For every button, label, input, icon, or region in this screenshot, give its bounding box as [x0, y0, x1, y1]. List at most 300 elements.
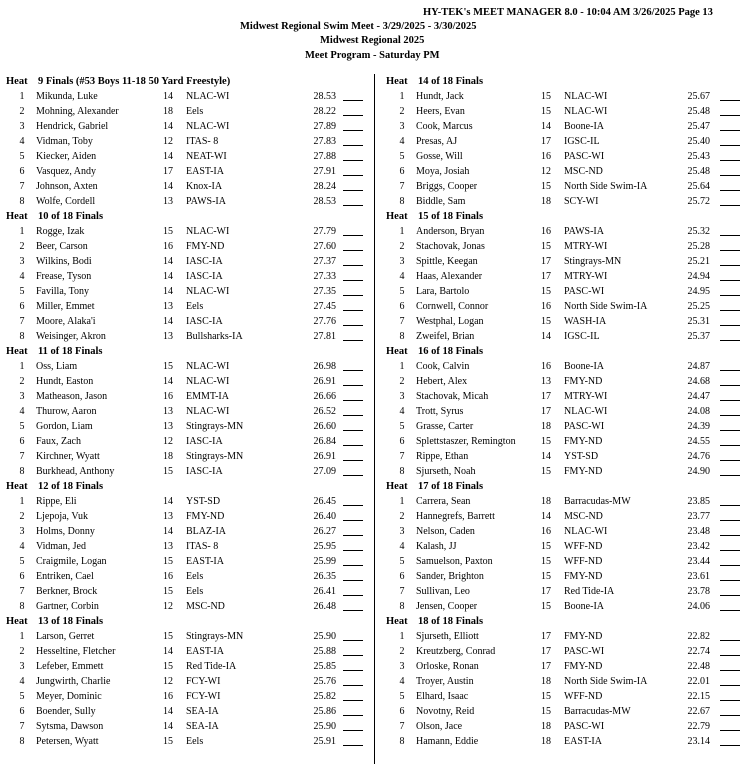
swimmer-name: Boender, Sully	[36, 706, 96, 717]
team-code: MSC-ND	[564, 511, 603, 522]
entry-row	[6, 389, 376, 404]
entry-row	[386, 449, 755, 464]
heat-name: 11 of 18 Finals	[38, 346, 103, 357]
entry-row	[386, 119, 755, 134]
entry-row	[6, 539, 376, 554]
team-code: Red Tide-IA	[564, 586, 615, 597]
swimmer-name: Elhard, Isaac	[416, 691, 469, 702]
entry-row	[6, 104, 376, 119]
lane-number: 7	[399, 316, 405, 327]
swimmer-age: 18	[163, 451, 173, 462]
swimmer-age: 13	[163, 421, 173, 432]
seed-time: 25.48	[687, 166, 710, 177]
lane-number: 1	[19, 631, 25, 642]
swimmer-age: 15	[163, 361, 173, 372]
result-blank-line	[343, 580, 363, 581]
lane-number: 3	[399, 256, 405, 267]
seed-time: 26.52	[313, 406, 336, 417]
result-blank-line	[720, 340, 740, 341]
swimmer-name: Sjurseth, Noah	[416, 466, 476, 477]
entry-row	[6, 584, 376, 599]
swimmer-name: Matheason, Jason	[36, 391, 108, 402]
result-blank-line	[343, 565, 363, 566]
swimmer-age: 17	[541, 661, 551, 672]
result-blank-line	[720, 730, 740, 731]
entry-row	[6, 329, 376, 344]
swimmer-age: 14	[163, 646, 173, 657]
meet-title: Midwest Regional Swim Meet - 3/29/2025 - 3/30/2025	[240, 21, 477, 32]
result-blank-line	[343, 670, 363, 671]
entry-row	[386, 464, 755, 479]
seed-time: 24.39	[687, 421, 710, 432]
team-code: YST-SD	[564, 451, 599, 462]
swimmer-age: 15	[163, 586, 173, 597]
seed-time: 28.22	[313, 106, 336, 117]
swimmer-age: 14	[163, 376, 173, 387]
result-blank-line	[720, 745, 740, 746]
swimmer-age: 14	[163, 526, 173, 537]
entry-row	[386, 734, 755, 749]
team-code: Barracudas-MW	[564, 706, 631, 717]
heat-name: 9 Finals (#53 Boys 11-18 50 Yard Freestyle)	[38, 76, 231, 87]
swimmer-name: Olson, Jace	[416, 721, 463, 732]
result-blank-line	[720, 445, 740, 446]
swimmer-age: 13	[541, 376, 551, 387]
team-code: WASH-IA	[564, 316, 607, 327]
team-code: PAWS-IA	[186, 196, 226, 207]
entry-row	[386, 149, 755, 164]
lane-number: 4	[399, 406, 405, 417]
entry-row	[386, 419, 755, 434]
entry-row	[386, 509, 755, 524]
team-code: ITAS- 8	[186, 541, 219, 552]
heat-title	[386, 344, 755, 359]
swimmer-name: Moore, Alaka'i	[36, 316, 96, 327]
seed-time: 25.99	[313, 556, 336, 567]
meet-subtitle: Midwest Regional 2025	[320, 35, 425, 46]
result-blank-line	[720, 400, 740, 401]
swimmer-name: Ljepoja, Vuk	[36, 511, 88, 522]
team-code: MTRY-WI	[564, 271, 608, 282]
entry-row	[6, 119, 376, 134]
result-blank-line	[343, 385, 363, 386]
seed-time: 25.31	[687, 316, 710, 327]
team-code: Stingrays-MN	[186, 631, 244, 642]
entry-row	[386, 374, 755, 389]
entry-row	[386, 719, 755, 734]
team-code: WFF-ND	[564, 556, 603, 567]
seed-time: 25.40	[687, 136, 710, 147]
swimmer-age: 16	[163, 571, 173, 582]
lane-number: 7	[399, 721, 405, 732]
swimmer-age: 18	[541, 736, 551, 747]
seed-time: 24.55	[687, 436, 710, 447]
entry-row	[6, 569, 376, 584]
result-blank-line	[720, 415, 740, 416]
result-blank-line	[720, 385, 740, 386]
team-code: NLAC-WI	[564, 91, 608, 102]
swimmer-name: Hundt, Jack	[416, 91, 464, 102]
lane-number: 1	[19, 226, 25, 237]
lane-number: 2	[19, 241, 25, 252]
heat-label: Heat	[386, 346, 408, 357]
swimmer-age: 14	[163, 256, 173, 267]
swimmer-age: 18	[163, 106, 173, 117]
swimmer-age: 16	[541, 526, 551, 537]
swimmer-name: Briggs, Cooper	[416, 181, 478, 192]
swimmer-age: 15	[541, 436, 551, 447]
seed-time: 22.67	[687, 706, 710, 717]
lane-number: 6	[399, 166, 405, 177]
seed-time: 27.45	[313, 301, 336, 312]
swimmer-age: 13	[163, 406, 173, 417]
swimmer-age: 12	[163, 436, 173, 447]
lane-number: 4	[399, 271, 405, 282]
swimmer-age: 16	[541, 361, 551, 372]
seed-time: 23.44	[687, 556, 710, 567]
team-code: IASC-IA	[186, 316, 223, 327]
swimmer-age: 18	[541, 496, 551, 507]
result-blank-line	[343, 700, 363, 701]
result-blank-line	[720, 295, 740, 296]
seed-time: 26.91	[313, 376, 336, 387]
team-code: SEA-IA	[186, 721, 219, 732]
heat-name: 10 of 18 Finals	[38, 211, 104, 222]
team-code: EAST-IA	[186, 556, 224, 567]
swimmer-name: Kalash, JJ	[416, 541, 457, 552]
team-code: North Side Swim-IA	[564, 181, 648, 192]
seed-time: 24.90	[687, 466, 710, 477]
result-blank-line	[343, 100, 363, 101]
entry-row	[386, 314, 755, 329]
result-blank-line	[343, 325, 363, 326]
swimmer-name: Trott, Syrus	[416, 406, 464, 417]
team-code: NLAC-WI	[186, 121, 230, 132]
swimmer-name: Gosse, Will	[416, 151, 463, 162]
result-blank-line	[720, 640, 740, 641]
swimmer-age: 14	[541, 121, 551, 132]
entry-row	[386, 704, 755, 719]
entry-row	[6, 314, 376, 329]
seed-time: 24.08	[687, 406, 710, 417]
heat-label: Heat	[386, 211, 408, 222]
lane-number: 2	[19, 376, 25, 387]
swimmer-age: 13	[163, 511, 173, 522]
lane-number: 1	[19, 91, 25, 102]
lane-number: 3	[19, 256, 25, 267]
lane-number: 2	[19, 106, 25, 117]
heat-block	[6, 479, 376, 614]
entry-row	[6, 419, 376, 434]
result-blank-line	[720, 505, 740, 506]
seed-time: 26.60	[313, 421, 336, 432]
heat-title	[6, 344, 376, 359]
result-blank-line	[720, 715, 740, 716]
swimmer-age: 14	[163, 316, 173, 327]
lane-number: 7	[19, 586, 25, 597]
heat-name: 13 of 18 Finals	[38, 616, 104, 627]
entry-row	[6, 524, 376, 539]
swimmer-age: 17	[541, 256, 551, 267]
entry-row	[6, 149, 376, 164]
heat-block	[6, 344, 376, 479]
seed-time: 26.40	[313, 511, 336, 522]
swimmer-age: 14	[163, 271, 173, 282]
team-code: PASC-WI	[564, 721, 605, 732]
lane-number: 3	[399, 526, 405, 537]
swimmer-age: 15	[541, 541, 551, 552]
swimmer-name: Faux, Zach	[36, 436, 81, 447]
entry-row	[6, 194, 376, 209]
seed-time: 25.90	[313, 631, 336, 642]
lane-number: 7	[399, 586, 405, 597]
entry-row	[386, 524, 755, 539]
swimmer-name: Weisinger, Akron	[36, 331, 106, 342]
lane-number: 8	[19, 736, 25, 747]
entry-row	[6, 629, 376, 644]
lane-number: 4	[399, 676, 405, 687]
heat-block	[386, 614, 755, 749]
swimmer-name: Carrera, Sean	[416, 496, 471, 507]
team-code: IGSC-IL	[564, 136, 600, 147]
heat-label: Heat	[386, 76, 408, 87]
swimmer-name: Oss, Liam	[36, 361, 78, 372]
swimmer-name: Mohning, Alexander	[36, 106, 119, 117]
swimmer-age: 15	[541, 556, 551, 567]
lane-number: 3	[19, 526, 25, 537]
column-divider	[374, 74, 375, 764]
lane-number: 8	[19, 601, 25, 612]
lane-number: 2	[19, 646, 25, 657]
result-blank-line	[720, 565, 740, 566]
team-code: Boone-IA	[564, 361, 604, 372]
result-blank-line	[720, 115, 740, 116]
swimmer-name: Stachovak, Micah	[416, 391, 489, 402]
seed-time: 25.43	[687, 151, 710, 162]
lane-number: 4	[399, 541, 405, 552]
team-code: MTRY-WI	[564, 241, 608, 252]
seed-time: 24.68	[687, 376, 710, 387]
result-blank-line	[343, 265, 363, 266]
team-code: IASC-IA	[186, 256, 223, 267]
swimmer-name: Cook, Calvin	[416, 361, 470, 372]
lane-number: 7	[399, 181, 405, 192]
result-blank-line	[720, 430, 740, 431]
result-blank-line	[720, 130, 740, 131]
result-blank-line	[343, 190, 363, 191]
swimmer-name: Samuelson, Paxton	[416, 556, 493, 567]
swimmer-age: 14	[163, 706, 173, 717]
seed-time: 26.84	[313, 436, 336, 447]
heat-block	[386, 479, 755, 614]
swimmer-age: 18	[541, 196, 551, 207]
heat-block	[386, 209, 755, 344]
result-blank-line	[343, 370, 363, 371]
swimmer-age: 17	[541, 646, 551, 657]
lane-number: 5	[399, 691, 405, 702]
swimmer-age: 17	[541, 271, 551, 282]
lane-number: 6	[19, 301, 25, 312]
team-code: EAST-IA	[186, 646, 224, 657]
swimmer-name: Gartner, Corbin	[36, 601, 99, 612]
swimmer-age: 15	[541, 181, 551, 192]
swimmer-name: Gordon, Liam	[36, 421, 93, 432]
swimmer-age: 16	[541, 226, 551, 237]
swimmer-age: 15	[541, 286, 551, 297]
entry-row	[386, 164, 755, 179]
seed-time: 27.09	[313, 466, 336, 477]
swimmer-age: 13	[163, 301, 173, 312]
entry-row	[386, 89, 755, 104]
lane-number: 6	[399, 706, 405, 717]
team-code: SCY-WI	[564, 196, 599, 207]
team-code: Stingrays-MN	[186, 421, 244, 432]
seed-time: 26.66	[313, 391, 336, 402]
result-blank-line	[343, 205, 363, 206]
swimmer-name: Larson, Gerret	[36, 631, 95, 642]
swimmer-age: 13	[163, 196, 173, 207]
lane-number: 7	[399, 451, 405, 462]
result-blank-line	[720, 280, 740, 281]
swimmer-age: 14	[163, 181, 173, 192]
software-header-line: HY-TEK's MEET MANAGER 8.0 - 10:04 AM 3/26/2025 Page 13	[423, 7, 713, 18]
result-blank-line	[343, 655, 363, 656]
team-code: Eels	[186, 106, 204, 117]
team-code: SEA-IA	[186, 706, 219, 717]
team-code: PASC-WI	[564, 421, 605, 432]
seed-time: 23.42	[687, 541, 710, 552]
seed-time: 27.76	[313, 316, 336, 327]
entry-row	[386, 569, 755, 584]
lane-number: 5	[19, 556, 25, 567]
seed-time: 22.48	[687, 661, 710, 672]
swimmer-age: 14	[541, 331, 551, 342]
swimmer-name: Wolfe, Cordell	[36, 196, 96, 207]
swimmer-age: 14	[163, 721, 173, 732]
swimmer-age: 15	[541, 91, 551, 102]
result-blank-line	[720, 325, 740, 326]
result-blank-line	[343, 595, 363, 596]
result-blank-line	[343, 280, 363, 281]
result-blank-line	[343, 400, 363, 401]
lane-number: 3	[399, 661, 405, 672]
entry-row	[386, 629, 755, 644]
entry-row	[6, 359, 376, 374]
entry-row	[6, 674, 376, 689]
team-code: Stingrays-MN	[564, 256, 622, 267]
seed-time: 27.83	[313, 136, 336, 147]
team-code: BLAZ-IA	[186, 526, 226, 537]
heat-title	[386, 209, 755, 224]
swimmer-age: 14	[163, 91, 173, 102]
swimmer-name: Rippe, Ethan	[416, 451, 469, 462]
swimmer-age: 15	[163, 556, 173, 567]
heat-name: 16 of 18 Finals	[418, 346, 484, 357]
entry-row	[6, 464, 376, 479]
entry-row	[6, 239, 376, 254]
team-code: IASC-IA	[186, 271, 223, 282]
lane-number: 1	[19, 361, 25, 372]
swimmer-age: 16	[163, 391, 173, 402]
lane-number: 8	[399, 736, 405, 747]
seed-time: 24.76	[687, 451, 710, 462]
heat-name: 17 of 18 Finals	[418, 481, 484, 492]
swimmer-name: Biddle, Sam	[416, 196, 466, 207]
lane-number: 5	[19, 286, 25, 297]
team-code: NLAC-WI	[186, 91, 230, 102]
seed-time: 24.94	[687, 271, 710, 282]
swimmer-name: Hannegrefs, Barrett	[416, 511, 495, 522]
seed-time: 25.47	[687, 121, 710, 132]
swimmer-name: Craigmile, Logan	[36, 556, 107, 567]
team-code: FMY-ND	[564, 376, 603, 387]
swimmer-name: Frease, Tyson	[36, 271, 92, 282]
swimmer-name: Johnson, Axten	[36, 181, 98, 192]
swimmer-name: Vidman, Jed	[36, 541, 86, 552]
swimmer-age: 15	[163, 661, 173, 672]
result-blank-line	[343, 475, 363, 476]
swimmer-age: 13	[163, 331, 173, 342]
seed-time: 27.35	[313, 286, 336, 297]
lane-number: 4	[19, 406, 25, 417]
lane-number: 2	[399, 511, 405, 522]
seed-time: 23.85	[687, 496, 710, 507]
lane-number: 5	[399, 286, 405, 297]
lane-number: 6	[19, 166, 25, 177]
entry-row	[386, 674, 755, 689]
heat-label: Heat	[6, 616, 28, 627]
entry-row	[6, 659, 376, 674]
seed-time: 25.21	[687, 256, 710, 267]
team-code: NLAC-WI	[186, 286, 230, 297]
team-code: Bullsharks-IA	[186, 331, 243, 342]
heat-title	[386, 614, 755, 629]
entry-row	[386, 539, 755, 554]
swimmer-age: 16	[541, 151, 551, 162]
heat-label: Heat	[6, 481, 28, 492]
lane-number: 5	[399, 151, 405, 162]
lane-number: 4	[19, 676, 25, 687]
entry-row	[6, 164, 376, 179]
result-blank-line	[343, 235, 363, 236]
lane-number: 1	[19, 496, 25, 507]
team-code: North Side Swim-IA	[564, 301, 648, 312]
swimmer-name: Heers, Evan	[416, 106, 465, 117]
entry-row	[386, 299, 755, 314]
team-code: Knox-IA	[186, 181, 223, 192]
heat-label: Heat	[386, 481, 408, 492]
seed-time: 27.91	[313, 166, 336, 177]
heat-title	[386, 74, 755, 89]
swimmer-age: 16	[541, 301, 551, 312]
lane-number: 2	[399, 106, 405, 117]
seed-time: 25.67	[687, 91, 710, 102]
team-code: Red Tide-IA	[186, 661, 237, 672]
entry-row	[386, 434, 755, 449]
seed-time: 26.98	[313, 361, 336, 372]
team-code: Eels	[186, 301, 204, 312]
seed-time: 25.32	[687, 226, 710, 237]
entry-row	[386, 284, 755, 299]
seed-time: 25.37	[687, 331, 710, 342]
lane-number: 5	[399, 556, 405, 567]
team-code: IGSC-IL	[564, 331, 600, 342]
seed-time: 28.53	[313, 196, 336, 207]
entry-row	[386, 254, 755, 269]
seed-time: 26.91	[313, 451, 336, 462]
swimmer-name: Lefeber, Emmett	[36, 661, 104, 672]
seed-time: 23.77	[687, 511, 710, 522]
